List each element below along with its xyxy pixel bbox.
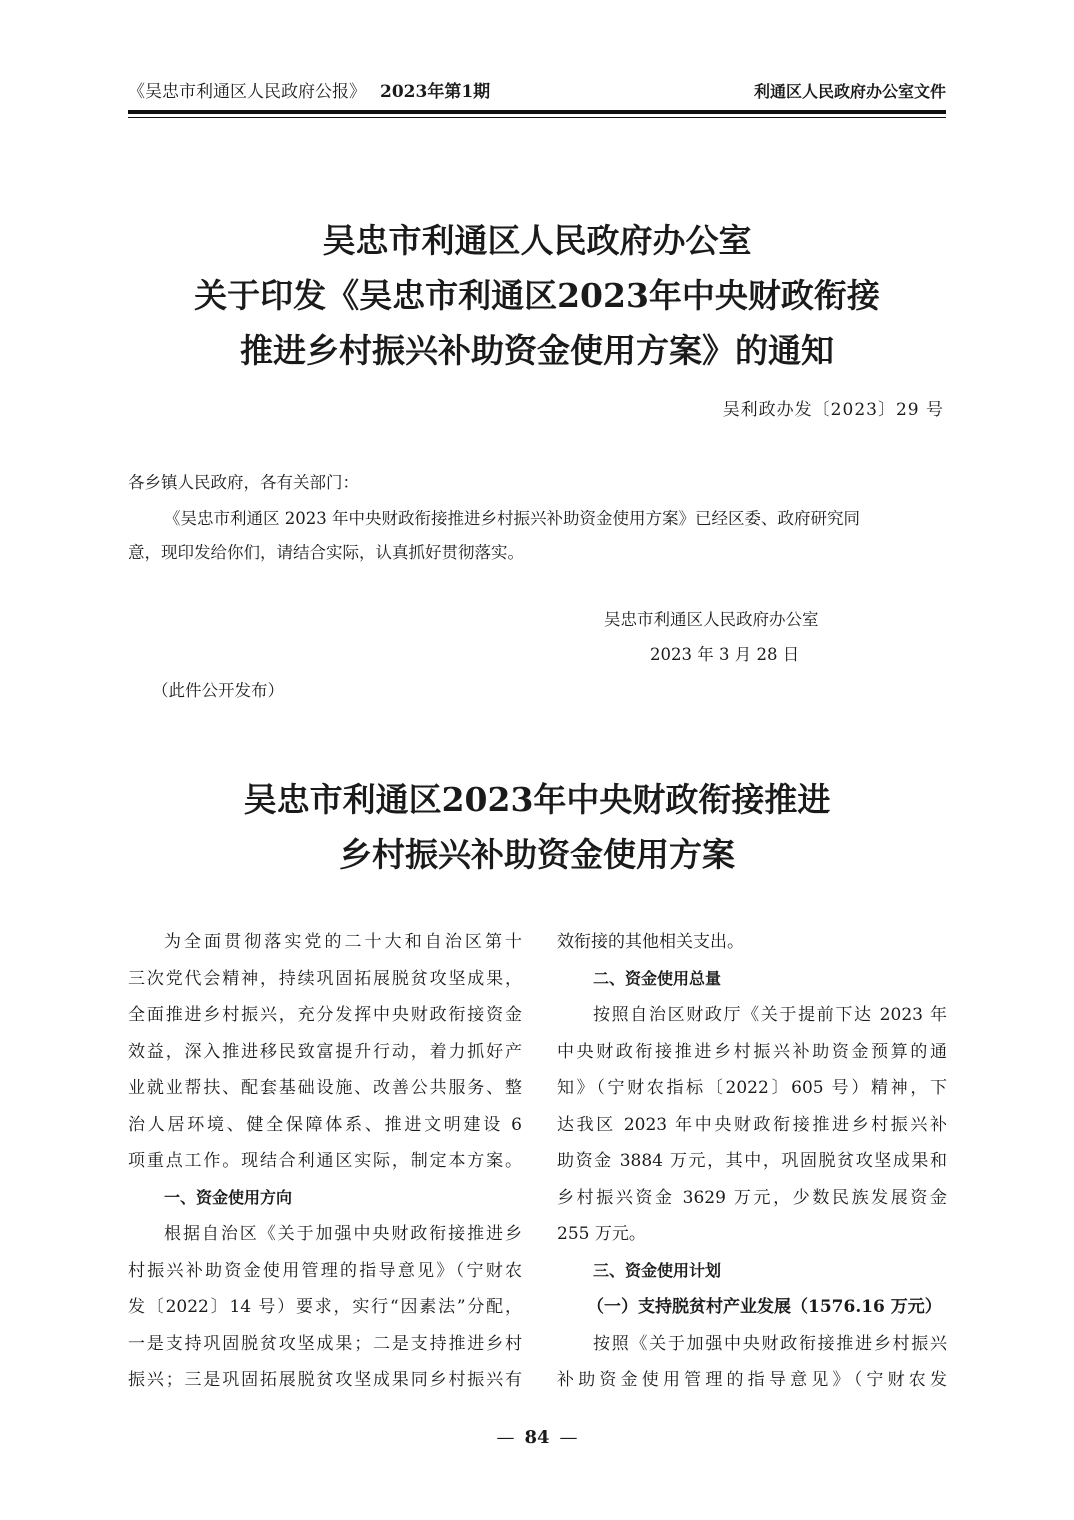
column-line: 乡村振兴资金 3629 万元，少数民族发展资金 (557, 1187, 947, 1208)
notice-title-line: 吴忠市利通区人民政府办公室 (322, 221, 752, 260)
page-dash-left: — (496, 1427, 515, 1448)
column-line: 补助资金使用管理的指导意见》（宁财农发 (557, 1370, 947, 1390)
column-line: 振兴；三是巩固拓展脱贫攻坚成果同乡村振兴有 (128, 1370, 522, 1390)
column-line: 效衔接的其他相关支出。 (557, 932, 744, 952)
journal-name: 《吴忠市利通区人民政府公报》 (128, 82, 366, 102)
right-column (557, 924, 947, 1399)
subsection-heading: （一）支持脱贫村产业发展（1576.16 万元） (587, 1297, 942, 1317)
signature-organization: 吴忠市利通区人民政府办公室 (604, 610, 819, 629)
document-category: 利通区人民政府办公室文件 (753, 82, 946, 101)
column-line: 一是支持巩固脱贫攻坚成果；二是支持推进乡村 (128, 1333, 522, 1354)
notice-body-line: 《吴忠市利通区 2023 年中央财政衔接推进乡村振兴补助资金使用方案》已经区委、政府研究同 (164, 509, 860, 528)
journal-header (128, 78, 490, 106)
column-line: 业就业帮扶、配套基础设施、改善公共服务、整 (128, 1078, 522, 1098)
column-line: 为全面贯彻落实党的二十大和自治区第十 (164, 932, 522, 952)
column-line: 治人居环境、健全保障体系、推进文明建设 6 (128, 1114, 522, 1135)
publication-note: （此件公开发布） (152, 681, 284, 700)
left-column (128, 924, 522, 1399)
page-footer (0, 1424, 1074, 1452)
section-heading: 三、资金使用计划 (593, 1260, 722, 1280)
section-heading: 二、资金使用总量 (593, 968, 722, 988)
section-heading: 一、资金使用方向 (164, 1187, 293, 1207)
column-line: 村振兴补助资金使用管理的指导意见》（宁财农 (128, 1260, 522, 1281)
header-rule-thick (128, 110, 946, 114)
plan-title-line: 乡村振兴补助资金使用方案 (339, 835, 735, 874)
issue-number: 2023年第1期 (380, 82, 491, 102)
page-number: 84 (524, 1427, 550, 1448)
column-line: 中央财政衔接推进乡村振兴补助资金预算的通 (557, 1041, 947, 1062)
notice-body (128, 502, 948, 570)
notice-title-line: 关于印发《吴忠市利通区2023年中央财政衔接 (194, 276, 880, 315)
column-line: 按照自治区财政厅《关于提前下达 2023 年 (593, 1005, 947, 1025)
document-number: 吴利政办发〔2023〕29 号 (722, 400, 944, 420)
notice-title (0, 213, 1074, 378)
column-line: 发〔2022〕14 号）要求，实行“因素法”分配， (128, 1297, 522, 1317)
column-line: 效益，深入推进移民致富提升行动，着力抓好产 (128, 1041, 522, 1062)
column-line: 三次党代会精神，持续巩固拓展脱贫攻坚成果， (128, 968, 522, 989)
column-line: 项重点工作。现结合利通区实际，制定本方案。 (128, 1151, 522, 1171)
column-line: 255 万元。 (557, 1224, 646, 1244)
header-rule-thin (128, 117, 946, 118)
signature-date: 2023 年 3 月 28 日 (650, 645, 800, 664)
column-line: 按照《关于加强中央财政衔接推进乡村振兴 (593, 1333, 947, 1354)
notice-body-line: 意，现印发给你们，请结合实际，认真抓好贯彻落实。 (128, 543, 524, 562)
plan-title-line: 吴忠市利通区2023年中央财政衔接推进 (243, 780, 831, 819)
column-line: 知》（宁财农指标〔2022〕605 号）精神，下 (557, 1078, 947, 1098)
plan-title (0, 772, 1074, 882)
column-line: 达我区 2023 年中央财政衔接推进乡村振兴补 (557, 1114, 947, 1135)
column-line: 根据自治区《关于加强中央财政衔接推进乡 (164, 1224, 522, 1244)
page-dash-right: — (559, 1427, 578, 1448)
column-line: 助资金 3884 万元，其中，巩固脱贫攻坚成果和 (557, 1151, 947, 1171)
notice-title-line: 推进乡村振兴补助资金使用方案》的通知 (240, 331, 834, 370)
column-line: 全面推进乡村振兴，充分发挥中央财政衔接资金 (128, 1005, 522, 1025)
salutation: 各乡镇人民政府，各有关部门： (128, 473, 359, 492)
